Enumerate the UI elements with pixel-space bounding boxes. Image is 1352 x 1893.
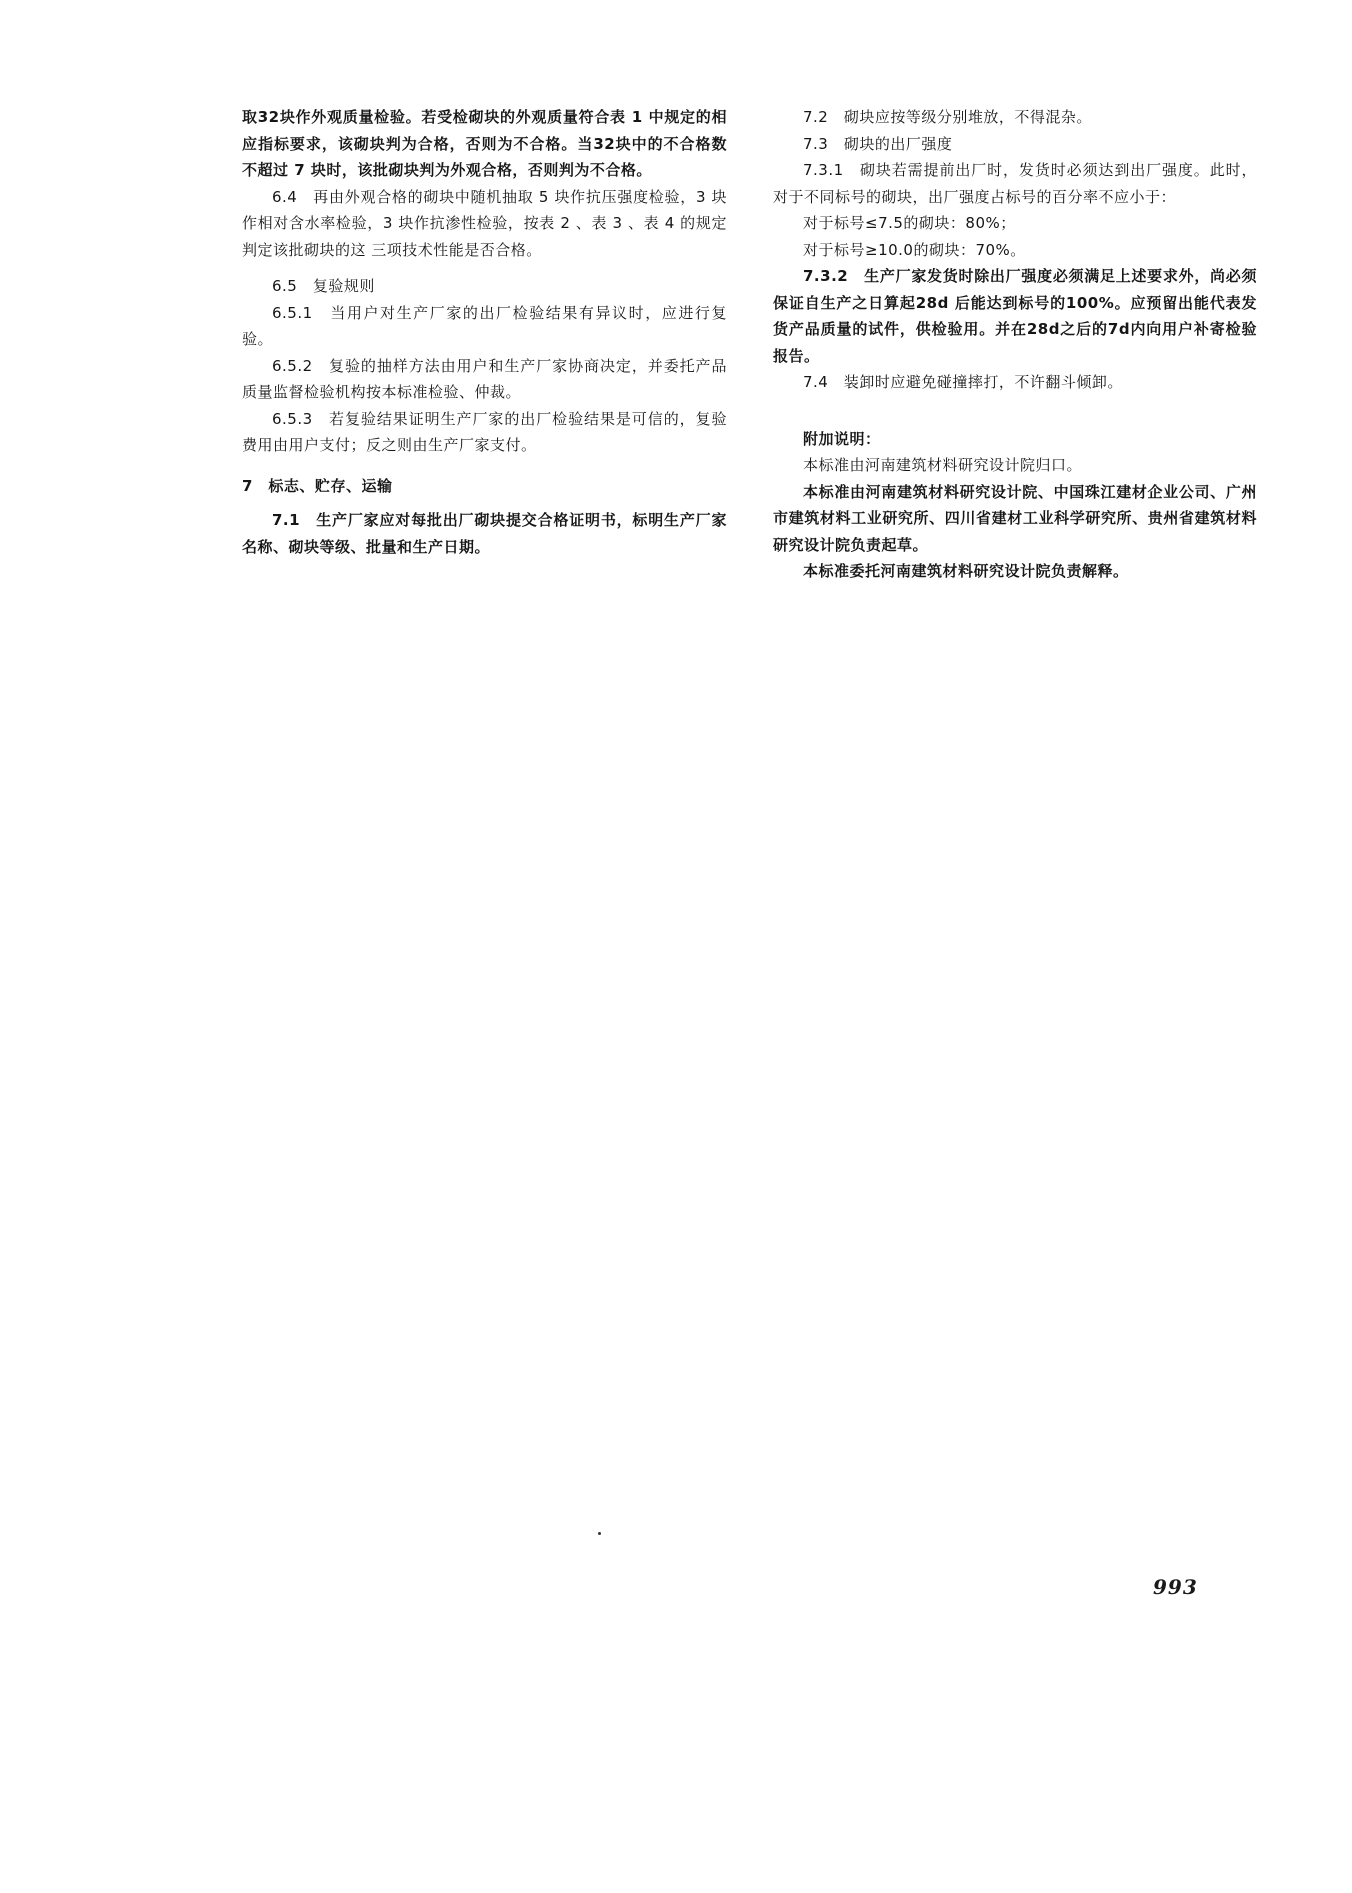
left-column: [242, 104, 727, 560]
section-7-heading: 7 标志、贮存、运输: [242, 476, 393, 495]
additional-notes-heading: 附加说明：: [803, 429, 881, 448]
clause-6-5-1: 6.5.1 当用户对生产厂家的出厂检验结果有异议时，应进行复验。: [242, 303, 727, 348]
page-number: 993: [1153, 1575, 1198, 1599]
paragraph-sampling-appearance: 取32块作外观质量检验。若受检砌块的外观质量符合表 1 中规定的相应指标要求，该砌块判为合格，否则为不合格。当32块中的不合格数不超过 7 块时，该批砌块判为外观合格，否则判为不合格。: [242, 108, 727, 179]
clause-6-5-heading: 6.5 复验规则: [272, 277, 375, 295]
clause-7-1: 7.1 生产厂家应对每批出厂砌块提交合格证明书，标明生产厂家名称、砌块等级、批量和生产日期。: [242, 511, 727, 556]
clause-7-2: 7.2 砌块应按等级分别堆放，不得混杂。: [803, 108, 1092, 126]
clause-6-4: 6.4 再由外观合格的砌块中随机抽取 5 块作抗压强度检验，3 块作相对含水率检验，3 块作抗渗性检验，按表 2 、表 3 、表 4 的规定判定该批砌块的这 三项技术性能是否合格。: [242, 187, 727, 259]
strength-rule-high-grade: 对于标号≥10.0的砌块：70%。: [803, 240, 1026, 259]
note-interpretation: 本标准委托河南建筑材料研究设计院负责解释。: [803, 562, 1129, 580]
clause-7-4: 7.4 装卸时应避免碰撞摔打，不许翻斗倾卸。: [803, 373, 1123, 391]
right-column: [773, 104, 1257, 585]
clause-7-3-heading: 7.3 砌块的出厂强度: [803, 134, 953, 153]
clause-7-3-2: 7.3.2 生产厂家发货时除出厂强度必须满足上述要求外，尚必须保证自生产之日算起28d 后能达到标号的100%。应预留出能代表发货产品质量的试件，供检验用。并在28d之后的7d内向用户补寄检验报告。: [773, 267, 1257, 365]
strength-rule-low-grade: 对于标号≤7.5的砌块：80%；: [803, 214, 1016, 232]
note-drafted-by: 本标准由河南建筑材料研究设计院、中国珠江建材企业公司、广州市建筑材料工业研究所、四川省建材工业科学研究所、贵州省建筑材料研究设计院负责起草。: [773, 482, 1257, 554]
clause-7-3-1: 7.3.1 砌块若需提前出厂时，发货时必须达到出厂强度。此时，对于不同标号的砌块，出厂强度占标号的百分率不应小于：: [773, 161, 1257, 206]
note-administered-by: 本标准由河南建筑材料研究设计院归口。: [803, 456, 1083, 474]
clause-6-5-3: 6.5.3 若复验结果证明生产厂家的出厂检验结果是可信的，复验费用由用户支付；反之则由生产厂家支付。: [242, 409, 727, 454]
clause-6-5-2: 6.5.2 复验的抽样方法由用户和生产厂家协商决定，并委托产品质量监督检验机构按本标准检验、仲裁。: [242, 356, 727, 401]
scan-speck: [598, 1532, 601, 1535]
